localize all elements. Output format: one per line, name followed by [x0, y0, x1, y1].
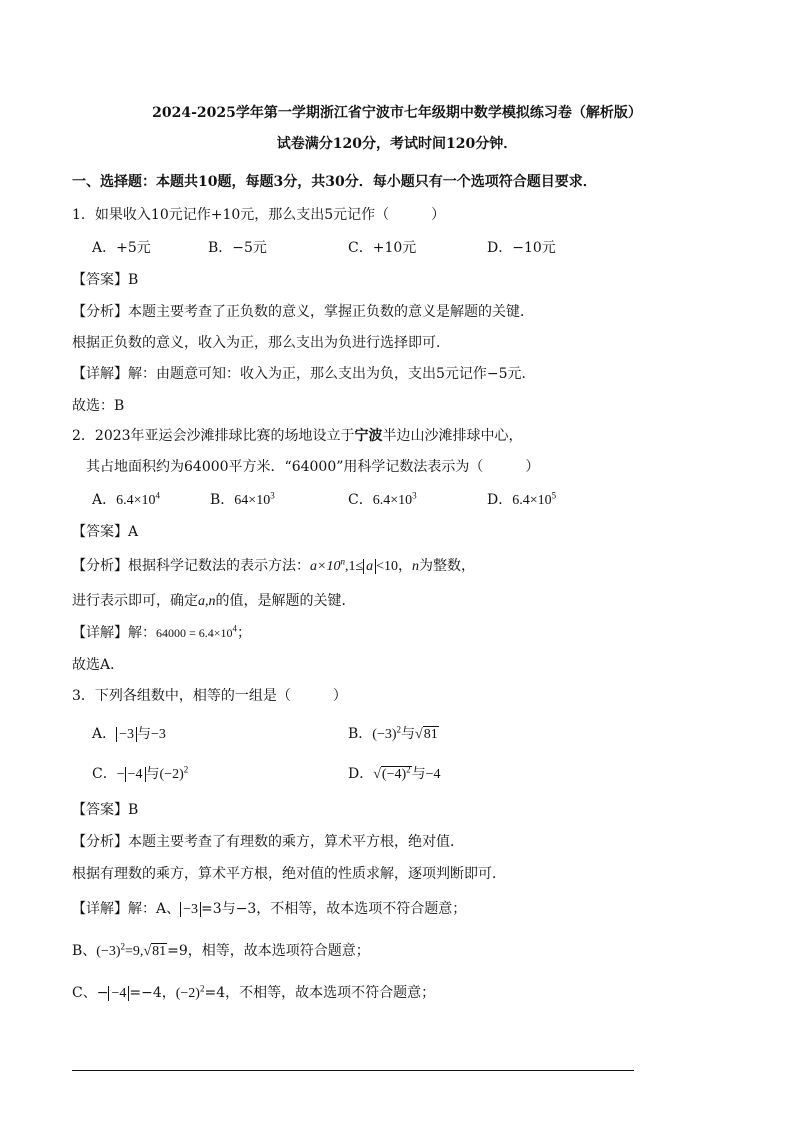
- q2-detail-post: ；: [237, 625, 252, 641]
- q2-analysis-abs: a: [363, 559, 376, 574]
- q2-stem-2: 其占地面积约为64000平方米．“64000”用科学记数法表示为（ ）: [86, 459, 540, 475]
- q2-option-b: [210, 490, 275, 511]
- q2-option-d-label: D．: [487, 492, 513, 508]
- q2-option-b-base: 64×10: [234, 493, 271, 508]
- q3-option-d-tail: 与−4: [411, 767, 441, 782]
- q2-option-a-label: A．: [92, 492, 117, 508]
- sqrt-symbol: $√(-4)^2$: [373, 764, 411, 782]
- q3-option-c-base: (−2): [159, 767, 184, 782]
- q3-detail-a-abs: −3: [180, 902, 201, 917]
- page-title: 2024-2025学年第一学期浙江省宁波市七年级期中数学模拟练习卷（解析版）: [152, 105, 642, 121]
- q2-analysis-formula: a×10: [310, 559, 341, 574]
- q3-detail-b: [72, 941, 370, 962]
- q3-detail-a: [72, 899, 466, 920]
- q3-detail-b-rad: 81: [152, 944, 167, 959]
- sqrt-symbol: √81: [143, 944, 167, 959]
- section-heading: 一、选择题：本题共10题，每题3分，共30分．每小题只有一个选项符合题目要求．: [72, 174, 597, 190]
- q3-option-a-label: A．: [92, 726, 117, 742]
- q3-detail-c-pre: C、−: [72, 985, 109, 1001]
- q2-stem-highlight: 宁波: [354, 428, 383, 444]
- sqrt-symbol: √81: [415, 727, 438, 742]
- q2-option-c-label: C．: [348, 492, 373, 508]
- q3-stem: 3．下列各组数中，相等的一组是（ ）: [72, 688, 347, 704]
- q2-analysis-2-post: 的值，是解题的关键．: [215, 593, 356, 609]
- q3-detail-b-base: (−3): [96, 944, 121, 959]
- q2-option-b-label: B．: [210, 492, 235, 508]
- q2-option-c: [348, 490, 417, 511]
- q2-detail-exp: 4: [232, 623, 238, 634]
- q3-option-d-radicand: [381, 766, 412, 782]
- q3-answer: 【答案】B: [72, 802, 139, 818]
- q3-detail-c-exp: 2: [199, 983, 205, 994]
- q3-option-c-mid: 与: [145, 766, 160, 782]
- q1-option-d: D．−10元: [487, 240, 556, 256]
- q3-option-b: [348, 724, 439, 745]
- q2-detail: [72, 623, 251, 643]
- q2-option-a-base: 6.4×10: [116, 493, 156, 508]
- q2-detail-formula: 64000 = 6.4×10: [156, 626, 233, 640]
- q2-option-d-base: 6.4×10: [512, 493, 552, 508]
- q2-option-a-exp: 4: [155, 490, 161, 501]
- q2-analysis: [72, 556, 475, 577]
- q2-option-d: [487, 490, 556, 511]
- q3-option-b-base: (−3): [372, 727, 397, 742]
- q1-detail: 【详解】解：由题意可知：收入为正，那么支出为负，支出5元记作−5元．: [72, 366, 536, 382]
- q2-analysis-formula-exp: n: [340, 556, 345, 567]
- q2-analysis-lt: <10，: [376, 559, 413, 574]
- q3-detail-c-abs: −4: [108, 986, 129, 1001]
- q3-option-a-abs: −3: [116, 727, 137, 742]
- q1-analysis-2: 根据正负数的意义，收入为正，那么支出为负进行选择即可．: [72, 335, 450, 351]
- q3-option-a-tail: 与−3: [137, 727, 166, 742]
- page-subtitle: 试卷满分120分，考试时间120分钟．: [276, 136, 518, 152]
- q3-option-c-abs: −4: [125, 767, 146, 782]
- q3-analysis-2: 根据有理数的乘方，算术平方根，绝对值的性质求解，逐项判断即可．: [72, 866, 506, 882]
- q3-detail-a-post: =3与−3，不相等，故本选项不符合题意；: [201, 901, 467, 917]
- q3-option-b-mid: 与: [401, 726, 416, 742]
- q2-analysis-2-vars: a,n: [198, 594, 216, 609]
- q1-stem: 1．如果收入10元记作+10元，那么支出5元记作（ ）: [72, 207, 446, 223]
- q1-answer: 【答案】B: [72, 272, 139, 288]
- q2-answer: 【答案】A: [72, 524, 139, 540]
- q2-stem-post: 半边山沙滩排球中心，: [382, 428, 523, 444]
- q3-option-d: [348, 764, 441, 785]
- q1-option-c: C．+10元: [348, 240, 417, 256]
- q3-option-b-label: B．: [348, 726, 373, 742]
- q3-option-a: [92, 724, 166, 745]
- q3-option-d-rad-exp: 2: [406, 764, 411, 775]
- q3-detail-b-exp: 2: [120, 941, 126, 952]
- q3-option-c-neg: −: [116, 767, 125, 782]
- q2-stem-pre: 2．2023年亚运会沙滩排球比赛的场地设立于: [72, 428, 355, 444]
- q3-option-c-label: C．: [92, 766, 117, 782]
- q2-detail-pre: 【详解】解：: [72, 625, 156, 641]
- q3-detail-a-pre: 【详解】解：A、: [72, 901, 181, 917]
- q1-choice: 故选：B: [72, 398, 125, 414]
- q2-analysis-post: 为整数，: [419, 558, 476, 574]
- q2-option-a: [92, 490, 160, 511]
- q3-detail-b-mid: =9,: [125, 944, 144, 959]
- q3-detail-c-base: (−2): [175, 986, 200, 1001]
- q1-option-b: B．−5元: [208, 240, 267, 256]
- q2-analysis-2: [72, 591, 356, 612]
- q3-option-d-label: D．: [348, 766, 374, 782]
- q3-detail-b-pre: B、: [72, 943, 97, 959]
- q2-analysis-n: n: [412, 559, 420, 574]
- footer-divider: [72, 1070, 634, 1071]
- q2-choice: 故选A．: [72, 657, 125, 673]
- q2-analysis-pre: 【分析】根据科学记数法的表示方法：: [72, 558, 310, 574]
- q3-detail-c-post: =4，不相等，故本选项不符合题意；: [204, 985, 436, 1001]
- q2-option-c-base: 6.4×10: [372, 493, 413, 508]
- q2-option-c-exp: 3: [412, 490, 417, 501]
- q2-analysis-formula-rest: ,1≤: [344, 559, 364, 574]
- q2-option-d-exp: 5: [551, 490, 557, 501]
- q1-option-a: A．+5元: [92, 240, 151, 256]
- q3-detail-b-post: =9，相等，故本选项符合题意；: [167, 943, 370, 959]
- q3-option-c: [92, 764, 188, 785]
- q2-stem: [72, 426, 523, 446]
- q3-option-b-exp: 2: [396, 724, 402, 735]
- q3-option-b-rad: 81: [423, 727, 438, 742]
- q3-option-d-rad-base: (−4): [381, 767, 407, 782]
- q1-analysis: 【分析】本题主要考查了正负数的意义，掌握正负数的意义是解题的关键．: [72, 304, 534, 320]
- q3-option-c-exp: 2: [183, 764, 189, 775]
- q3-analysis: 【分析】本题主要考查了有理数的乘方，算术平方根，绝对值．: [72, 834, 464, 850]
- q2-option-b-exp: 3: [270, 490, 275, 501]
- q3-detail-c: [72, 983, 435, 1004]
- q3-detail-c-mid: =−4，: [129, 985, 176, 1001]
- q2-analysis-2-pre: 进行表示即可，确定: [72, 593, 198, 609]
